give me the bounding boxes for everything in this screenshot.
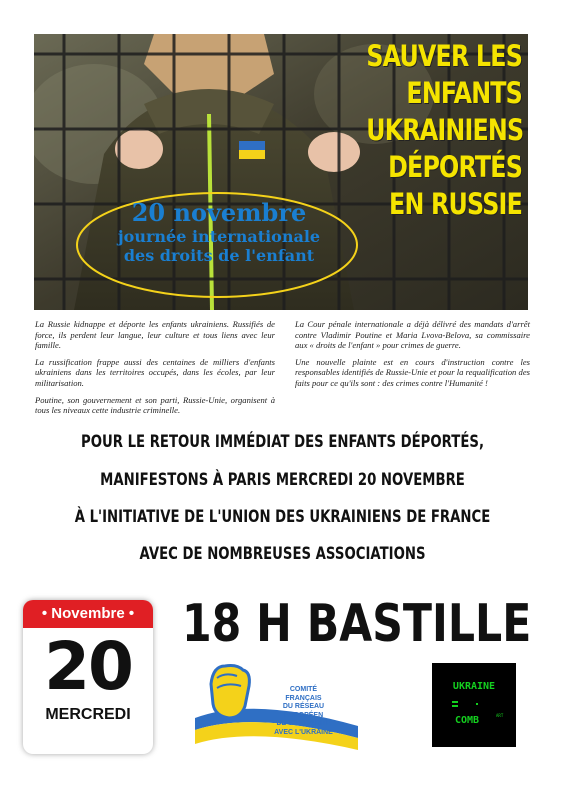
call-to-action-line: À L'INITIATIVE DE L'UNION DES UKRAINIENS DE FRANCE [74, 507, 491, 527]
article-paragraph: La Russie kidnappe et déporte les enfants ukrainiens. Russifiés de force, ils perdent leur langue, leur culture et tous liens avec leur famille. [35, 319, 275, 351]
title-line: SAUVER LES [366, 39, 522, 73]
logo-text-line: AVEC L'UKRAINE [274, 728, 333, 736]
logo-comb-word: COMB [455, 715, 480, 726]
title-line: DÉPORTÉS [388, 150, 522, 184]
article-paragraph: La Cour pénale internationale a déjà délivré des mandats d'arrêt contre Vladimir Poutine et Maria Lvova-Belova, sa commissaire aux « droits de l'enfant » pour crimes de guerre. [295, 319, 530, 351]
calendar-day: 20 [44, 628, 132, 705]
article-paragraph: La russification frappe aussi des centaines de milliers d'enfants ukrainiens dans les territoires occupés, dans les écoles, par leur militarisation. [35, 356, 275, 388]
hero-image [34, 34, 528, 310]
article-paragraph: Une nouvelle plainte est en cours d'instruction contre les responsables identifiés de Russie-Unie et pour la requalification des faits pour ce qu'ils sont : des crimes contre l'Humanité ! [295, 356, 530, 388]
article-left-column [35, 319, 275, 422]
oval-date: 20 novembre [131, 198, 307, 227]
title-line: UKRAINIENS [366, 113, 524, 147]
calendar-icon [23, 600, 153, 754]
comite-name [251, 686, 356, 737]
article-right-column [295, 319, 530, 395]
event-time-place: 18 H BASTILLE [182, 594, 532, 654]
oval-line: journée internationale [117, 227, 321, 246]
logo-text-line: DE SOLIDARITÉ [276, 720, 331, 727]
oval-line: des droits de l'enfant [123, 246, 315, 265]
trident-pixel-icon [432, 663, 516, 747]
logo-ukraine-word: UKRAINE [452, 681, 496, 692]
logo-text-line: DU RÉSEAU [282, 703, 325, 710]
logo-art-word: ART [496, 713, 504, 718]
logo-text-line: FRANÇAIS [285, 694, 322, 702]
ukraine-combart-logo [432, 663, 516, 747]
calendar-weekday: MERCREDI [45, 706, 131, 723]
call-to-action-line: POUR LE RETOUR IMMÉDIAT DES ENFANTS DÉPORTÉS, [81, 432, 484, 452]
comite-solidarite-logo [193, 656, 358, 750]
logo-text-line: COMITÉ [289, 686, 318, 693]
title-line: ENFANTS [406, 76, 522, 110]
title-line: EN RUSSIE [389, 187, 522, 221]
children-rights-day-label [89, 199, 349, 265]
headline-title [366, 38, 522, 223]
call-to-action-line: AVEC DE NOMBREUSES ASSOCIATIONS [139, 544, 426, 564]
call-to-action-line: MANIFESTONS À PARIS MERCREDI 20 NOVEMBRE [100, 470, 465, 490]
calendar-month: • Novembre • [23, 600, 153, 628]
logo-text-line: EUROPÉEN [283, 711, 324, 719]
article-paragraph: Poutine, son gouvernement et son parti, Russie-Unie, organisent à tous les niveaux cette industrie criminelle. [35, 394, 275, 416]
